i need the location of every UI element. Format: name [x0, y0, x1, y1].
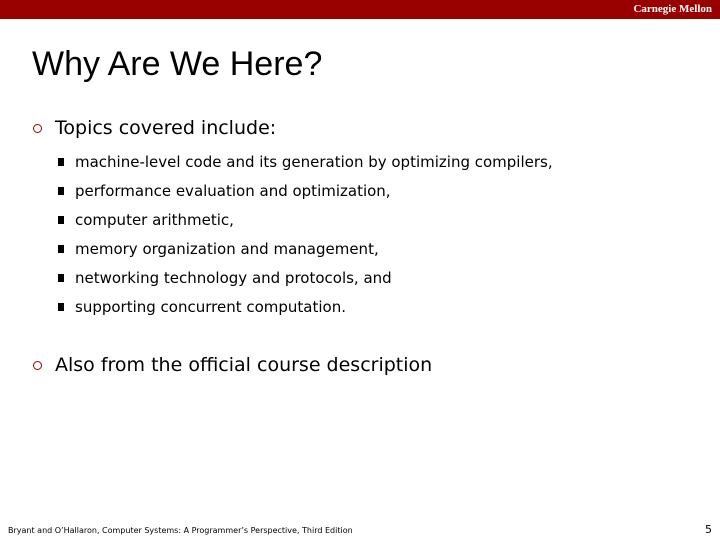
sub-item-text: supporting concurrent computation. — [75, 297, 347, 316]
list-item — [58, 234, 553, 263]
list-item — [58, 176, 553, 205]
header-bar — [0, 0, 720, 19]
sub-item-text: memory organization and management, — [75, 239, 379, 258]
list-item — [58, 147, 553, 176]
list-item — [58, 292, 553, 321]
square-bullet-icon — [58, 158, 64, 166]
square-bullet-icon — [58, 303, 64, 311]
page-number: 5 — [705, 523, 712, 536]
topics-sub-list — [58, 147, 553, 321]
square-bullet-icon — [58, 274, 64, 282]
sub-item-text: machine-level code and its generation by optimizing compilers, — [75, 152, 553, 171]
ring-bullet-icon — [33, 124, 42, 133]
bullet-course-description — [33, 353, 432, 377]
bullet-topics — [33, 116, 276, 140]
sub-item-text: performance evaluation and optimization, — [75, 181, 391, 200]
ring-bullet-icon — [33, 361, 42, 370]
footer-citation: Bryant and O’Hallaron, Computer Systems: A Programmer’s Perspective, Third Edition — [8, 526, 353, 535]
bullet-text: Also from the official course description — [55, 354, 433, 376]
brand-label: Carnegie Mellon — [633, 3, 712, 15]
square-bullet-icon — [58, 245, 64, 253]
bullet-text: Topics covered include: — [55, 117, 277, 139]
square-bullet-icon — [58, 216, 64, 224]
sub-item-text: networking technology and protocols, and — [75, 268, 392, 287]
list-item — [58, 263, 553, 292]
sub-item-text: computer arithmetic, — [75, 210, 234, 229]
slide-title: Why Are We Here? — [32, 45, 323, 83]
square-bullet-icon — [58, 187, 64, 195]
list-item — [58, 205, 553, 234]
